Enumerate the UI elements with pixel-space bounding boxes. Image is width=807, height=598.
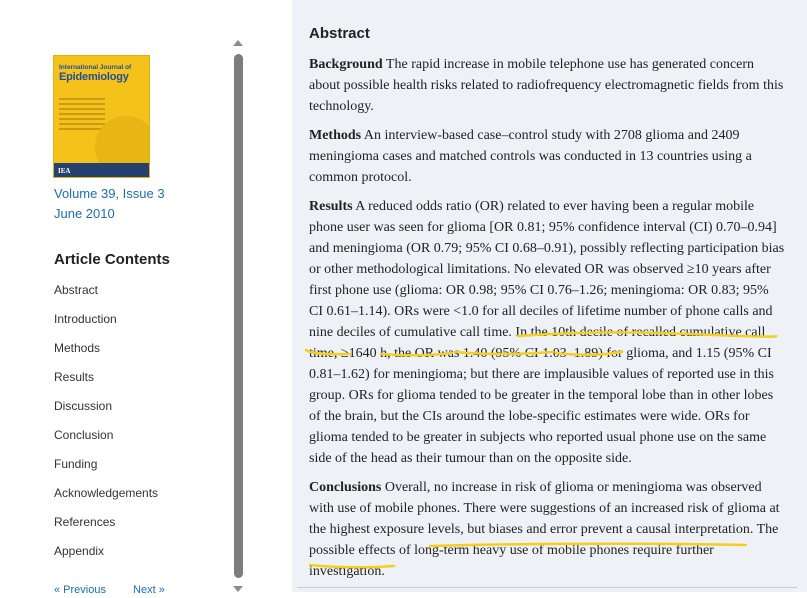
scrollbar-thumb[interactable] [234,54,243,578]
background-text: The rapid increase in mobile telephone use has generated concern about possible health risks related to radiofrequency electromagnetic fields from this technology. [309,57,784,114]
conclusions-text: Overall, no increase in risk of glioma or meningioma was observed with use of mobile phones. There were suggestions of an increased risk of glioma at the highest exposure levels, but biases and error prevent a causal interpretation. The possible effects of long-term heavy use of mobile phones require further investigation. [309,480,780,579]
abstract-body [309,24,785,590]
abstract-methods [309,125,785,188]
scroll-down-arrow-icon[interactable] [233,586,243,592]
article-pager [54,584,189,596]
toc-item-introduction[interactable]: Introduction [54,312,117,326]
sidebar-scrollbar[interactable] [230,36,246,598]
article-contents-list [54,282,158,572]
scroll-up-arrow-icon[interactable] [233,40,243,46]
abstract-conclusions [309,477,785,582]
results-label: Results [309,199,353,214]
results-text: A reduced odds ratio (OR) related to ever having been a regular mobile phone user was seen for glioma [OR 0.81; 95% confidence interval (CI) 0.70–0.94] and meningioma (OR 0.79; 95% CI 0.68–0.91), possibly reflecting participation bias or other methodological limitations. No elevated OR was observed ≥10 years after first phone use (glioma: OR 0.98; 95% CI 0.76–1.26; meningioma: OR 0.83; 95% CI 0.61–1.14). ORs were <1.0 for all deciles of lifetime number of phone calls and nine deciles of cumulative call time. In the 10th decile of recalled cumulative call time, ≥1640 h, the OR was 1.40 (95% CI 1.03–1.89) for glioma, and 1.15 (95% CI 0.81–1.62) for meningioma; but there are implausible values of reported use in this group. ORs for glioma tended to be greater in the temporal lobe than in other lobes of the brain, but the CIs around the lobe-specific estimates were wide. ORs for glioma tended to be greater in subjects who reported usual phone use on the same side of the head as their tumour than on the opposite side. [309,199,785,466]
issue-date-link[interactable]: June 2010 [54,206,115,221]
section-divider [297,587,797,588]
toc-item-results[interactable]: Results [54,370,95,384]
toc-item-conclusion[interactable]: Conclusion [54,428,114,442]
toc-item-methods[interactable]: Methods [54,341,101,355]
abstract-results [309,196,785,469]
toc-item-funding[interactable]: Funding [54,457,98,471]
previous-article-link[interactable]: « Previous [54,584,106,596]
conclusions-label: Conclusions [309,480,382,495]
cover-text-lines [59,98,105,133]
background-label: Background [309,57,383,72]
toc-item-references[interactable]: References [54,515,116,529]
abstract-heading: Abstract [309,25,370,42]
toc-item-appendix[interactable]: Appendix [54,544,105,558]
volume-issue-link[interactable]: Volume 39, Issue 3 [54,186,165,201]
toc-item-discussion[interactable]: Discussion [54,399,113,413]
methods-text: An interview-based case–control study with 2708 glioma and 2409 meningioma cases and matched controls was conducted in 13 countries using a common protocol. [309,128,752,185]
publisher-logo: IEA [58,167,71,175]
article-contents-heading: Article Contents [54,251,170,268]
cover-journal-title: International Journal of Epidemiology [59,64,132,83]
methods-label: Methods [309,128,362,143]
next-article-link[interactable]: Next » [133,584,165,596]
article-sidebar [0,0,250,596]
abstract-background [309,54,785,117]
journal-cover-image[interactable] [54,56,149,177]
abstract-panel [292,0,807,592]
toc-item-acknowledgements[interactable]: Acknowledgements [54,486,159,500]
toc-item-abstract[interactable]: Abstract [54,283,99,297]
